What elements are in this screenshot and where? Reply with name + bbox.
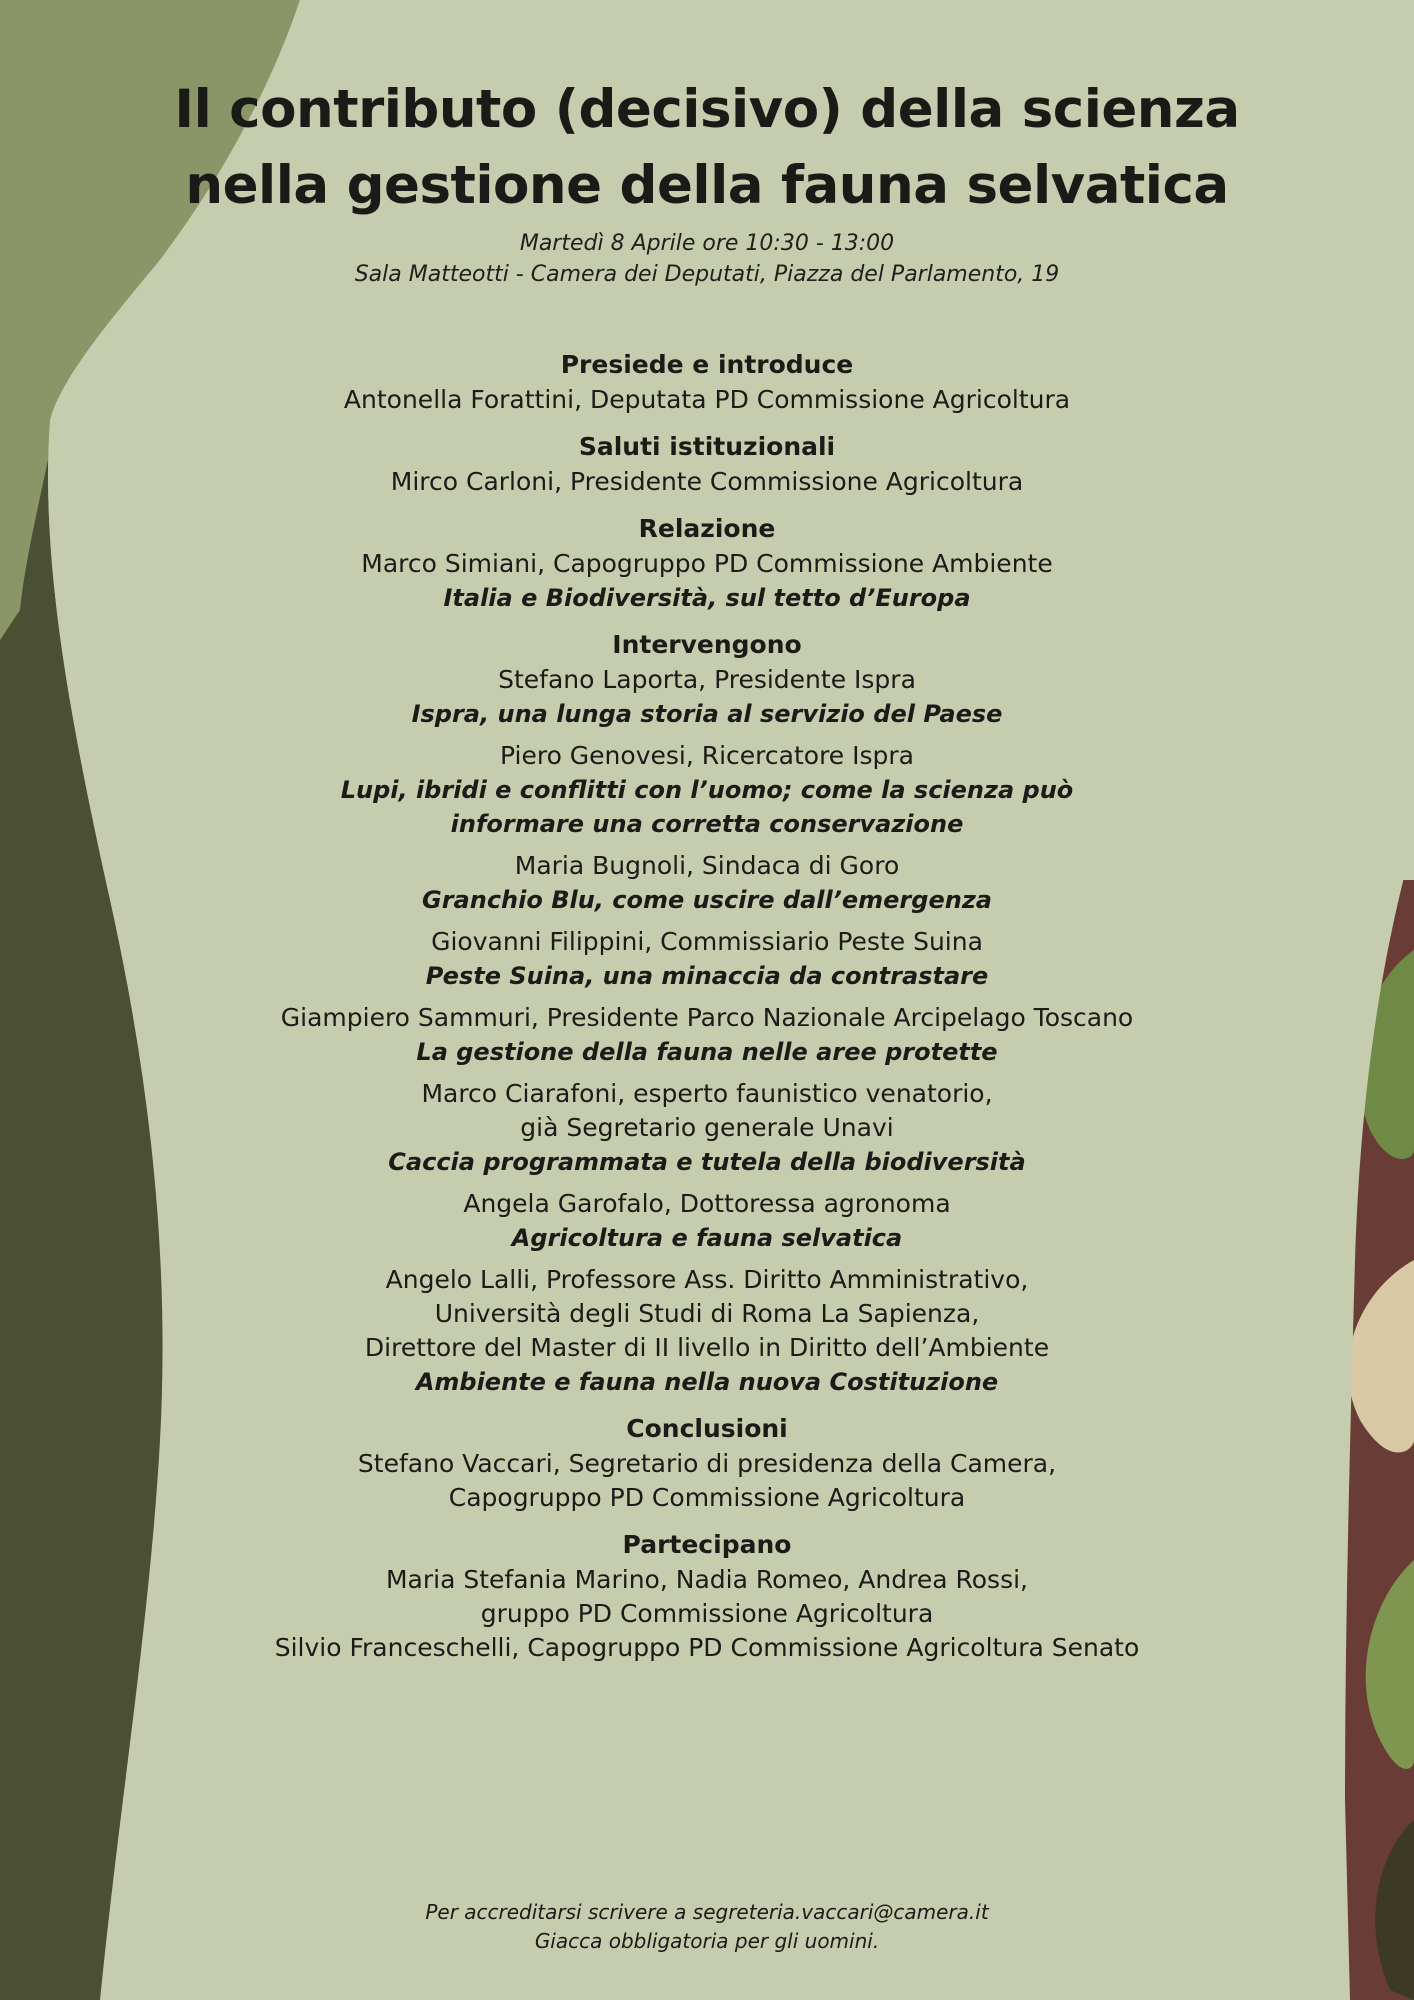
section-heading: Presiede e introduce: [560, 350, 854, 379]
accreditation-note: Per accreditarsi scrivere a segreteria.vaccari@camera.it: [425, 1900, 989, 1924]
talk-title: Ispra, una lunga storia al servizio del Paese: [411, 700, 1003, 728]
talk-title: Granchio Blu, come uscire dall’emergenza: [422, 886, 992, 914]
speaker-line: Direttore del Master di II livello in Diritto dell’Ambiente: [364, 1333, 1050, 1362]
talk-title: Caccia programmata e tutela della biodiversità: [388, 1148, 1026, 1176]
speaker-line: Maria Stefania Marino, Nadia Romeo, Andrea Rossi,: [385, 1565, 1028, 1594]
section-saluti: [150, 428, 1264, 499]
speaker-genovesi: [150, 739, 1264, 841]
section-presiede: [150, 346, 1264, 417]
speaker-line: Angela Garofalo, Dottoressa agronoma: [463, 1189, 951, 1218]
title-line: nella gestione della fauna selvatica: [185, 155, 1229, 216]
talk-title: Italia e Biodiversità, sul tetto d’Europa: [443, 584, 971, 612]
speaker-line: Stefano Vaccari, Segretario di presidenza della Camera,: [357, 1449, 1057, 1478]
section-relazione: [150, 510, 1264, 615]
section-heading: Partecipano: [622, 1530, 792, 1559]
dress-code-note: Giacca obbligatoria per gli uomini.: [534, 1929, 880, 1953]
speaker-line: Angelo Lalli, Professore Ass. Diritto Amministrativo,: [385, 1265, 1029, 1294]
program: [150, 346, 1264, 1665]
talk-title: informare una corretta conservazione: [450, 810, 964, 838]
event-venue: Sala Matteotti - Camera dei Deputati, Piazza del Parlamento, 19: [354, 262, 1060, 287]
speaker-line: Marco Simiani, Capogruppo PD Commissione Ambiente: [361, 549, 1053, 578]
speaker-line: Capogruppo PD Commissione Agricoltura: [448, 1483, 966, 1512]
speaker-laporta: [150, 663, 1264, 731]
speaker-line: Marco Ciarafoni, esperto faunistico venatorio,: [421, 1079, 993, 1108]
talk-title: Ambiente e fauna nella nuova Costituzione: [415, 1368, 999, 1396]
speaker-line: gruppo PD Commissione Agricoltura: [480, 1599, 934, 1628]
section-heading: Relazione: [638, 514, 776, 543]
talk-title: La gestione della fauna nelle aree protette: [416, 1038, 998, 1066]
speaker-line: Piero Genovesi, Ricercatore Ispra: [499, 741, 914, 770]
speaker-sammuri: [150, 1001, 1264, 1069]
footer-notes: [150, 1898, 1264, 1956]
speaker-garofalo: [150, 1187, 1264, 1255]
speaker-line: Università degli Studi di Roma La Sapienza,: [434, 1299, 980, 1328]
speaker-line: Mirco Carloni, Presidente Commissione Agricoltura: [390, 467, 1024, 496]
section-heading: Intervengono: [612, 630, 802, 659]
speaker-line: Silvio Franceschelli, Capogruppo PD Commissione Agricoltura Senato: [274, 1633, 1140, 1662]
event-datetime: Martedì 8 Aprile ore 10:30 - 13:00: [519, 231, 895, 256]
title-line: Il contributo (decisivo) della scienza: [174, 79, 1240, 140]
speaker-line: Giampiero Sammuri, Presidente Parco Nazionale Arcipelago Toscano: [280, 1003, 1134, 1032]
section-partecipano: [150, 1526, 1264, 1665]
speaker-line: Stefano Laporta, Presidente Ispra: [498, 665, 916, 694]
talk-title: Lupi, ibridi e conflitti con l’uomo; come la scienza può: [340, 776, 1074, 804]
invitation-content: [150, 72, 1264, 1676]
section-heading: Saluti istituzionali: [578, 432, 836, 461]
section-intervengono: [150, 626, 1264, 1399]
section-heading: Conclusioni: [626, 1414, 788, 1443]
talk-title: Peste Suina, una minaccia da contrastare: [425, 962, 989, 990]
speaker-line: Antonella Forattini, Deputata PD Commissione Agricoltura: [343, 385, 1071, 414]
speaker-lalli: [150, 1263, 1264, 1399]
speaker-line: Giovanni Filippini, Commissiario Peste Suina: [431, 927, 983, 956]
event-title: [150, 72, 1264, 224]
speaker-filippini: [150, 925, 1264, 993]
speaker-line: Maria Bugnoli, Sindaca di Goro: [514, 851, 900, 880]
speaker-line: già Segretario generale Unavi: [520, 1113, 894, 1142]
section-conclusioni: [150, 1410, 1264, 1515]
speaker-ciarafoni: [150, 1077, 1264, 1179]
speaker-bugnoli: [150, 849, 1264, 917]
talk-title: Agricoltura e fauna selvatica: [511, 1224, 903, 1252]
